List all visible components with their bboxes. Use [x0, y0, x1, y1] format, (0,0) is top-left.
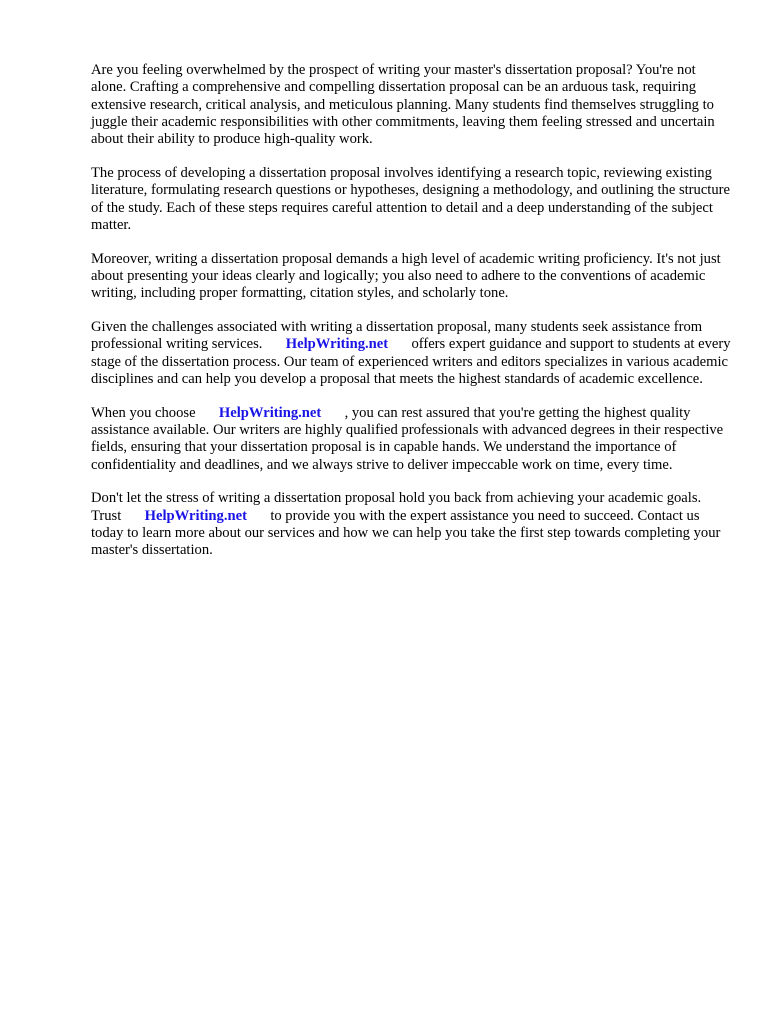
paragraph-text-before: Given the challenges associated with writing a dissertation proposal, many students seek assistance from professional writing services.: [91, 319, 703, 353]
document-page: [91, 62, 731, 576]
paragraph-text: Are you feeling overwhelmed by the prospect of writing your master's dissertation proposal? You're not alone. Crafting a comprehensive and compelling dissertation proposal can be an arduous task, requiring extensive research, critical analysis, and meticulous planning. Many students find themselves struggling to juggle their academic responsibilities with other commitments, leaving them feeling stressed and uncertain about their ability to produce high-quality work.: [91, 62, 715, 148]
paragraph-text: The process of developing a dissertation proposal involves identifying a research topic, reviewing existing literature, formulating research questions or hypotheses, designing a methodology, and outlining the structure of the study. Each of these steps requires careful attention to detail and a deep understanding of the subject matter.: [91, 164, 730, 233]
helpwriting-link[interactable]: HelpWriting.net: [144, 507, 247, 524]
helpwriting-link[interactable]: HelpWriting.net: [285, 336, 389, 353]
helpwriting-link[interactable]: HelpWriting.net: [218, 404, 322, 421]
paragraph-text-after: offers expert guidance and support to students at every stage of the dissertation process. Our team of experienced writers and editors specializes in various academic disciplines and can help you develop a proposal that meets the highest standards of academic excellence.: [91, 336, 731, 387]
paragraph-text-after: to provide you with the expert assistance you need to succeed. Contact us today to learn more about our services and how we can help you take the first step towards completing your master's dissertation.: [91, 507, 721, 559]
paragraph-writing-proficiency: [91, 251, 731, 303]
paragraph-process: [91, 165, 731, 234]
paragraph-text-before: When you choose: [91, 404, 196, 421]
paragraph-text-after: , you can rest assured that you're getting the highest quality assistance available. Our writers are highly qualified professionals with advanced degrees in their respective fields, ensuring that your dissertation proposal is in capable hands. We understand the importance of confidentiality and deadlines, and we always strive to deliver impeccable work on time, every time.: [91, 404, 724, 473]
paragraph-text-before: Don't let the stress of writing a dissertation proposal hold you back from achieving your academic goals. Trust: [91, 490, 702, 524]
paragraph-challenges: [91, 319, 731, 388]
paragraph-choose: [91, 405, 731, 474]
paragraph-text: Moreover, writing a dissertation proposal demands a high level of academic writing proficiency. It's not just about presenting your ideas clearly and logically; you also need to adhere to the conventions of academic writing, including proper formatting, citation styles, and scholarly tone.: [91, 250, 721, 302]
paragraph-closing: [91, 490, 731, 559]
paragraph-intro: [91, 62, 731, 148]
